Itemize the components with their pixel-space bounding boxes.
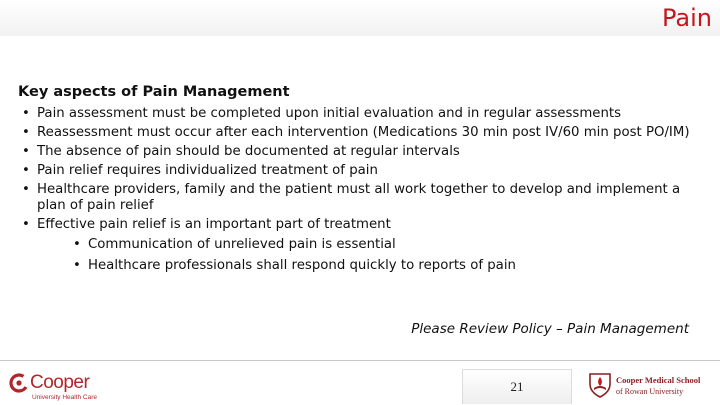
sub-bullet-list: [37, 237, 702, 274]
cooper-logo-icon: [9, 373, 29, 393]
footer-divider: [0, 360, 720, 361]
bullet-item: • Pain relief requires individualized treatment of pain: [22, 163, 702, 179]
page-number: 21: [510, 379, 524, 394]
page-number-box: [462, 369, 572, 404]
bullet-item-with-subitems: [22, 217, 702, 274]
cmsru-logo-line1: Cooper Medical School: [616, 375, 701, 385]
title-band: [0, 0, 720, 36]
bullet-item: • Healthcare providers, family and the patient must all work together to develop and implement a plan of pain relief: [22, 182, 702, 214]
cmsru-logo-line2: of Rowan University: [616, 387, 684, 396]
bullet-item: • The absence of pain should be documented at regular intervals: [22, 144, 702, 160]
slide-title: Pain: [662, 4, 712, 32]
cooper-logo-subtitle: University Health Care: [32, 394, 98, 401]
policy-note: Please Review Policy – Pain Management: [411, 321, 689, 337]
bullet-item: • Reassessment must occur after each intervention (Medications 30 min post IV/60 min post PO/IM): [22, 125, 702, 141]
bullet-list: [22, 106, 702, 279]
cooper-logo-name: Cooper: [30, 372, 90, 393]
cmsru-logo: [588, 372, 716, 402]
cmsru-shield-icon: [588, 372, 612, 398]
bullet-item: • Pain assessment must be completed upon initial evaluation and in regular assessments: [22, 106, 702, 122]
cooper-logo: [9, 370, 119, 402]
sub-bullet-item: • Healthcare professionals shall respond quickly to reports of pain: [73, 258, 702, 274]
section-heading: Key aspects of Pain Management: [18, 84, 290, 100]
sub-bullet-item: • Communication of unrelieved pain is essential: [73, 237, 702, 253]
bullet-text: Effective pain relief is an important part of treatment: [37, 217, 391, 232]
